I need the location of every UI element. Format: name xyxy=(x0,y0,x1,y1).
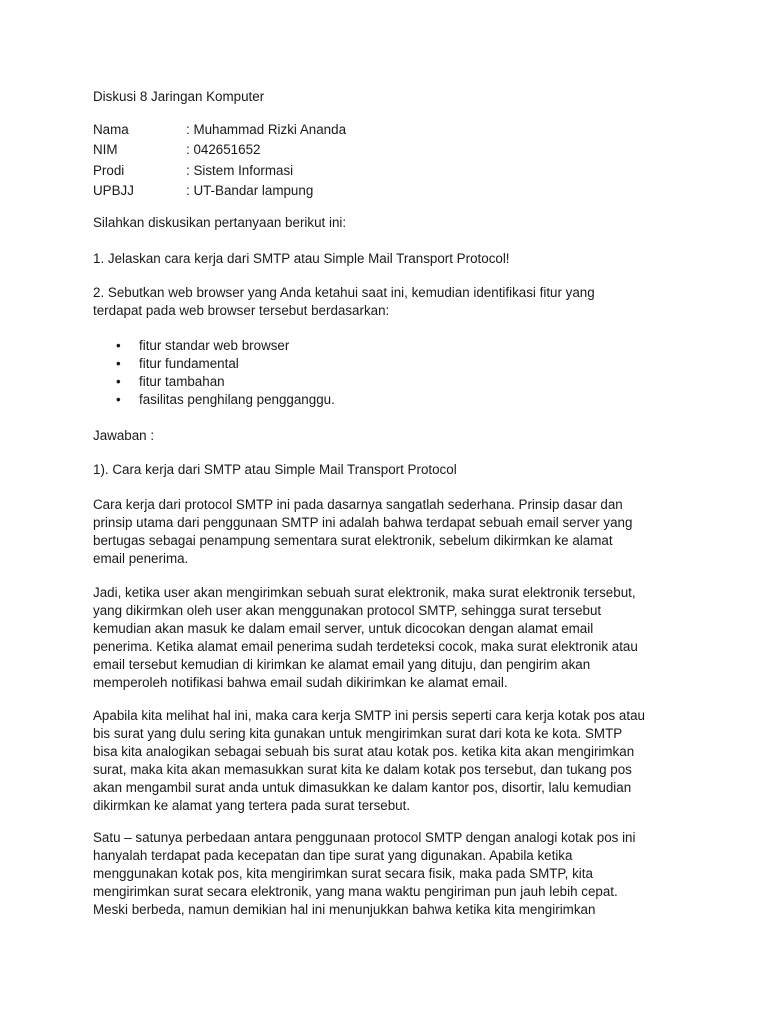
identity-label-nama: Nama xyxy=(93,122,129,137)
question-2-line: 2. Sebutkan web browser yang Anda ketahui saat ini, kemudian identifikasi fitur yang xyxy=(93,285,595,300)
question-2-line: terdapat pada web browser tersebut berdasarkan: xyxy=(93,303,390,318)
paragraph-line: Apabila kita melihat hal ini, maka cara kerja SMTP ini persis seperti cara kerja kotak pos atau xyxy=(93,708,645,723)
list-item: fitur fundamental xyxy=(139,356,239,371)
paragraph-line: bertugas sebagai penampung sementara surat elektronik, sebelum dikirmkan ke alamat xyxy=(93,533,613,548)
paragraph-line: menggunakan kotak pos, kita mengirimkan surat secara fisik, maka pada SMTP, kita xyxy=(93,866,593,881)
paragraph-line: dikirmkan ke alamat yang tertera pada surat tersebut. xyxy=(93,798,411,813)
paragraph-line: penerima. Ketika alamat email penerima sudah terdeteksi cocok, maka surat elektronik atau xyxy=(93,639,638,654)
bullet-icon: • xyxy=(116,356,121,371)
identity-value-nama: : Muhammad Rizki Ananda xyxy=(186,122,347,137)
paragraph-line: mengirimkan surat secara elektronik, yang mana waktu pengiriman pun jauh lebih cepat. xyxy=(93,884,618,899)
paragraph-line: email penerima. xyxy=(93,551,189,566)
identity-label-upbjj: UPBJJ xyxy=(93,183,134,198)
paragraph-line: bisa kita analogikan sebagai sebuah bis surat atau kotak pos. ketika kita akan mengirimkan xyxy=(93,744,635,759)
bullet-icon: • xyxy=(116,374,121,389)
identity-value-upbjj: : UT-Bandar lampung xyxy=(186,183,314,198)
answer-label: Jawaban : xyxy=(93,428,155,443)
paragraph-line: Cara kerja dari protocol SMTP ini pada dasarnya sangatlah sederhana. Prinsip dasar dan xyxy=(93,497,623,512)
paragraph-line: prinsip utama dari penggunaan SMTP ini adalah bahwa terdapat sebuah email server yang xyxy=(93,515,633,530)
list-item: fasilitas penghilang pengganggu. xyxy=(139,392,335,407)
list-item: fitur standar web browser xyxy=(139,338,290,353)
document-title: Diskusi 8 Jaringan Komputer xyxy=(93,89,265,104)
bullet-icon: • xyxy=(116,392,121,407)
paragraph-line: Meski berbeda, namun demikian hal ini menunjukkan bahwa ketika kita mengirimkan xyxy=(93,902,596,917)
answer-heading: 1). Cara kerja dari SMTP atau Simple Mail Transport Protocol xyxy=(93,462,457,477)
identity-value-prodi: : Sistem Informasi xyxy=(186,163,294,178)
identity-label-nim: NIM xyxy=(93,142,118,157)
list-item: fitur tambahan xyxy=(139,374,225,389)
paragraph-line: kemudian akan masuk ke dalam email server, untuk dicocokan dengan alamat email xyxy=(93,621,594,636)
paragraph-line: email tersebut kemudian di kirimkan ke alamat email yang dituju, dan pengirim akan xyxy=(93,657,591,672)
identity-label-prodi: Prodi xyxy=(93,163,125,178)
bullet-icon: • xyxy=(116,338,121,353)
question-1: 1. Jelaskan cara kerja dari SMTP atau Simple Mail Transport Protocol! xyxy=(93,251,510,266)
paragraph-line: bis surat yang dulu sering kita gunakan untuk mengirimkan surat dari kota ke kota. SMTP xyxy=(93,726,623,741)
paragraph-line: Jadi, ketika user akan mengirimkan sebuah surat elektronik, maka surat elektronik tersebut, xyxy=(93,585,636,600)
paragraph-line: Satu – satunya perbedaan antara penggunaan protocol SMTP dengan analogi kotak pos ini xyxy=(93,830,636,845)
identity-value-nim: : 042651652 xyxy=(186,142,261,157)
paragraph-line: surat, maka kita akan memasukkan surat kita ke dalam kotak pos tersebut, dan tukang pos xyxy=(93,762,632,777)
intro-text: Silahkan diskusikan pertanyaan berikut ini: xyxy=(93,215,347,230)
paragraph-line: akan mengambil surat anda untuk dimasukkan ke dalam kantor pos, disortir, lalu kemudian xyxy=(93,780,632,795)
paragraph-line: hanyalah terdapat pada kecepatan dan tipe surat yang digunakan. Apabila ketika xyxy=(93,848,573,863)
paragraph-line: memperoleh notifikasi bahwa email sudah dikirimkan ke alamat email. xyxy=(93,675,508,690)
paragraph-line: yang dikirmkan oleh user akan menggunakan protocol SMTP, sehingga surat tersebut xyxy=(93,603,602,618)
